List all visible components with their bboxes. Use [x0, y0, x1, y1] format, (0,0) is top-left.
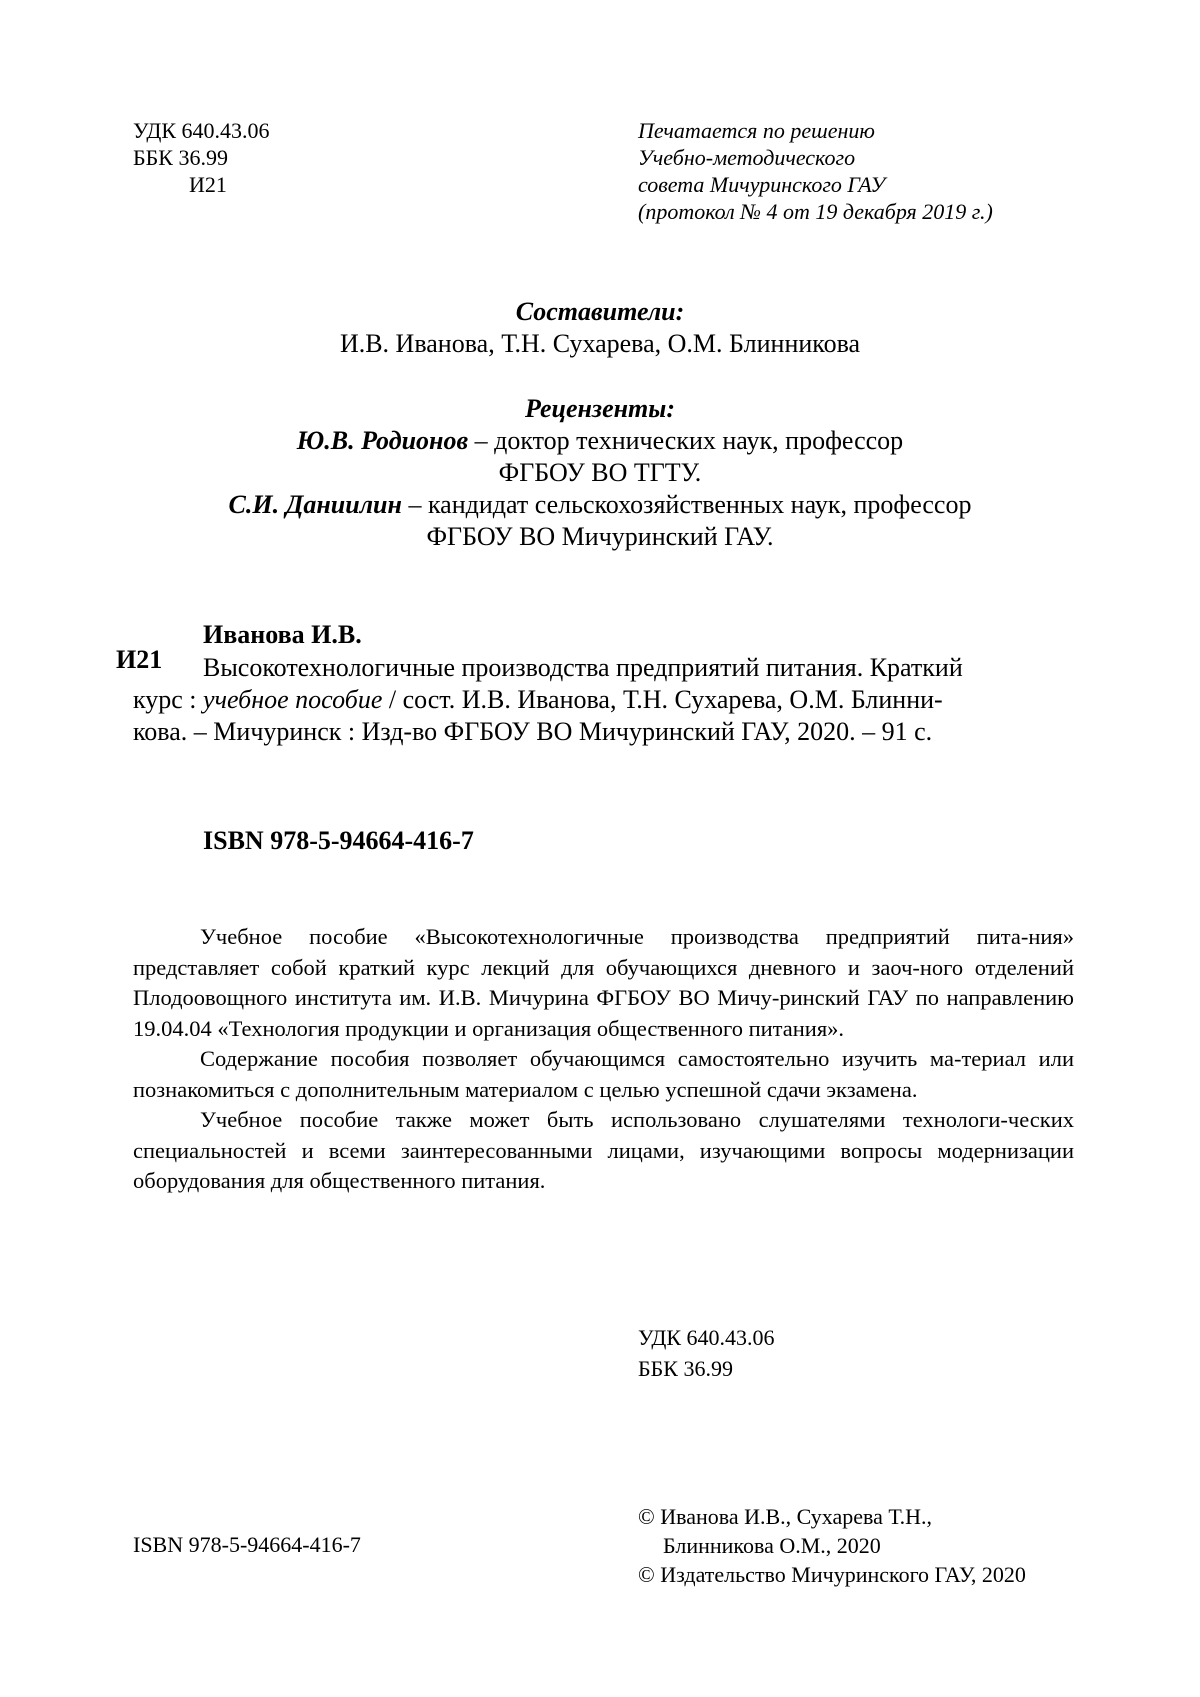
reviewers-block: [0, 393, 1200, 553]
bib-title-line: Высокотехнологичные производства предприятий питания. Краткий: [203, 653, 963, 682]
reviewer-entry: [0, 425, 1200, 457]
udk-code: УДК 640.43.06: [133, 118, 270, 143]
footer-isbn: ISBN 978-5-94664-416-7: [133, 1532, 361, 1557]
reviewer-desc: – доктор технических наук, профессор: [468, 426, 904, 455]
annotation-paragraph: Содержание пособия позволяет обучающимся самостоятельно изучить ма-териал или познакомиться с дополнительным материалом с целью успешной сдачи экзамена.: [133, 1046, 1074, 1102]
annotation-paragraph: Учебное пособие «Высокотехнологичные производства предприятий пита-ния» представляет собой краткий курс лекций для обучающихся дневного и заоч-ного отделений Плодоовощного института им. И.В. Мичурина ФГБОУ ВО Мичу-ринский ГАУ по направлению 19.04.04 «Технология продукции и организация общественного питания».: [133, 924, 1074, 1041]
reviewer-name: Ю.В. Родионов: [296, 426, 469, 455]
reviewer-org: ФГБОУ ВО Мичуринский ГАУ.: [426, 522, 774, 551]
approval-note: [638, 117, 993, 225]
reviewer-name: С.И. Даниилин: [228, 490, 402, 519]
bbk-code: ББК 36.99: [133, 145, 228, 170]
reviewer-desc: – кандидат сельскохозяйственных наук, профессор: [401, 490, 972, 519]
bib-author: Иванова И.В.: [203, 620, 362, 649]
bib-line-3: кова. – Мичуринск : Изд-во ФГБОУ ВО Мичуринский ГАУ, 2020. – 91 с.: [133, 717, 933, 746]
approval-line: Учебно-методического: [638, 145, 856, 170]
reviewers-title: Рецензенты:: [525, 394, 675, 423]
header-classification: [133, 117, 270, 198]
bib-course: курс :: [133, 685, 204, 714]
bib-genre: учебное пособие: [203, 685, 383, 714]
bib-code: И21: [116, 645, 163, 674]
footer-bbk: ББК 36.99: [638, 1356, 733, 1381]
approval-line: совета Мичуринского ГАУ: [638, 172, 886, 197]
compilers-title: Составители:: [515, 297, 685, 326]
bib-line-2: [133, 684, 1074, 716]
footer-udk: УДК 640.43.06: [638, 1325, 775, 1350]
annotation: [133, 922, 1074, 1197]
reviewer-entry: [0, 489, 1200, 521]
reviewer-org: ФГБОУ ВО ТГТУ.: [498, 458, 702, 487]
approval-line: Печатается по решению: [638, 118, 875, 143]
compilers-names: И.В. Иванова, Т.Н. Сухарева, О.М. Блинникова: [339, 329, 861, 358]
copyright-authors-cont: Блинникова О.М., 2020: [663, 1533, 881, 1558]
isbn-main: ISBN 978-5-94664-416-7: [203, 826, 474, 855]
copyright-publisher: © Издательство Мичуринского ГАУ, 2020: [638, 1562, 1026, 1587]
bib-compilers: / сост. И.В. Иванова, Т.Н. Сухарева, О.М. Блинни-: [382, 685, 943, 714]
approval-line: (протокол № 4 от 19 декабря 2019 г.): [638, 199, 993, 224]
copyright-authors: © Иванова И.В., Сухарева Т.Н.,: [638, 1504, 933, 1529]
copyright-block: [638, 1502, 1026, 1589]
author-mark: И21: [189, 172, 227, 197]
annotation-paragraph: Учебное пособие также может быть использовано слушателями технологи-ческих специальностей и всеми заинтересованными лицами, изучающими вопросы модернизации оборудования для общественного питания.: [133, 1107, 1074, 1193]
footer-classification: [638, 1322, 775, 1384]
compilers-block: [0, 296, 1200, 360]
